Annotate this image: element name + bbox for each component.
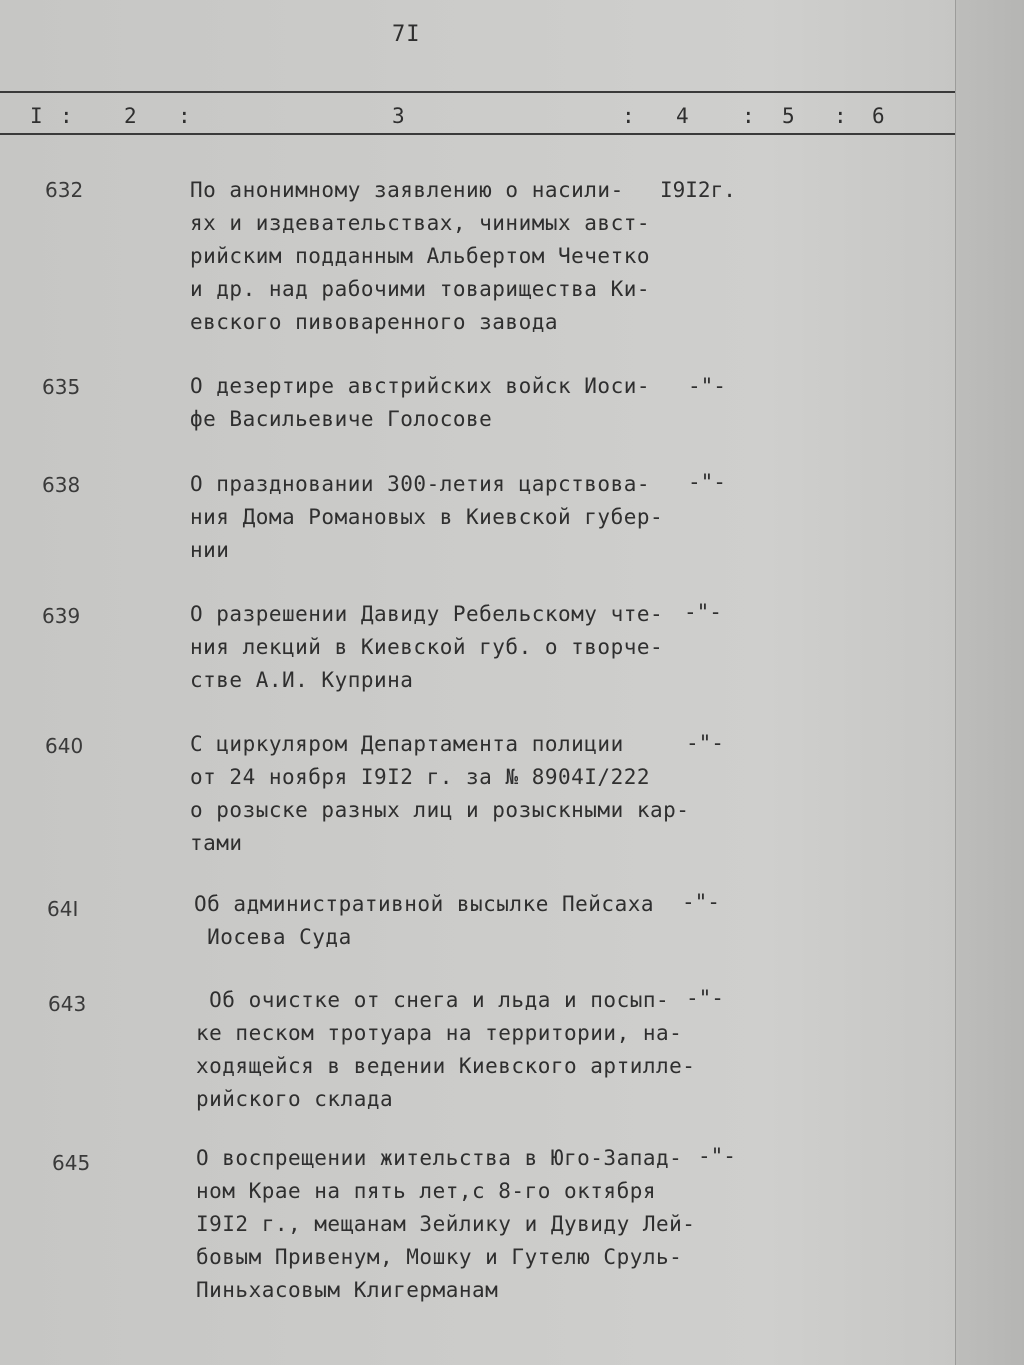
entry-description: Об административной высылке Пейсаха Иосева Суда: [194, 892, 655, 949]
entry-number: 638: [42, 473, 81, 497]
column-header-3: 3: [392, 104, 405, 128]
entry-description: С циркуляром Департамента полиции от 24 ноября I9I2 г. за № 8904I/222 о розыске разных лиц и розыскными кар- тами: [190, 732, 690, 855]
column-header-2: 2: [124, 104, 137, 128]
column-separator: :: [622, 104, 635, 128]
entry-number: 640: [45, 734, 84, 758]
entry-ditto-mark: -"-: [686, 731, 724, 755]
entry-ditto-mark: -"-: [698, 1144, 736, 1168]
entry-ditto-mark: -"-: [686, 986, 724, 1010]
entry-date: I9I2г.: [660, 178, 736, 202]
entry-number: 64I: [47, 897, 79, 921]
column-header-4: 4: [676, 104, 689, 128]
entry-number: 639: [42, 604, 81, 628]
entry-description: О разрешении Давиду Ребельскому чте- ния лекций в Киевской губ. о творче- стве А.И. Куприна: [190, 602, 664, 692]
entry-ditto-mark: -"-: [682, 890, 720, 914]
entry-ditto-mark: -"-: [688, 470, 726, 494]
entry-ditto-mark: -"-: [688, 374, 726, 398]
entry-description: По анонимному заявлению о насили- ях и издевательствах, чинимых авст- рийским подданным Альбертом Чечетко и др. над рабочими товарищества Ки- евского пивоваренного завода: [190, 178, 651, 334]
column-separator: :: [834, 104, 847, 128]
entry-ditto-mark: -"-: [684, 600, 722, 624]
column-header-1: I: [30, 104, 43, 128]
header-rule-top: [0, 91, 955, 93]
entry-description: О воспрещении жительства в Юго-Запад- ном Крае на пять лет,с 8-го октября I9I2 г., мещанам Зейлику и Дувиду Лей- бовым Привенум, Мошку и Гутелю Сруль- Пиньхасовым Клигерманам: [196, 1146, 696, 1302]
entry-number: 643: [48, 992, 87, 1016]
column-separator: :: [742, 104, 755, 128]
entry-description: О праздновании 300-летия царствова- ния Дома Романовых в Киевской губер- нии: [190, 472, 664, 562]
entry-description: О дезертире австрийских войск Иоси- фе Васильевиче Голосове: [190, 374, 651, 431]
entry-number: 632: [45, 178, 84, 202]
page-number: 7I: [392, 22, 421, 47]
entry-number: 645: [52, 1151, 91, 1175]
adjacent-page-edge: [955, 0, 1024, 1365]
column-header-6: 6: [872, 104, 885, 128]
column-separator: :: [60, 104, 73, 128]
entry-number: 635: [42, 375, 81, 399]
column-separator: :: [178, 104, 191, 128]
column-header-5: 5: [782, 104, 795, 128]
header-rule-bottom: [0, 133, 955, 135]
entry-description: Об очистке от снега и льда и посып- ке песком тротуара на территории, на- ходящейся в ведении Киевского артилле- рийского склада: [196, 988, 696, 1111]
